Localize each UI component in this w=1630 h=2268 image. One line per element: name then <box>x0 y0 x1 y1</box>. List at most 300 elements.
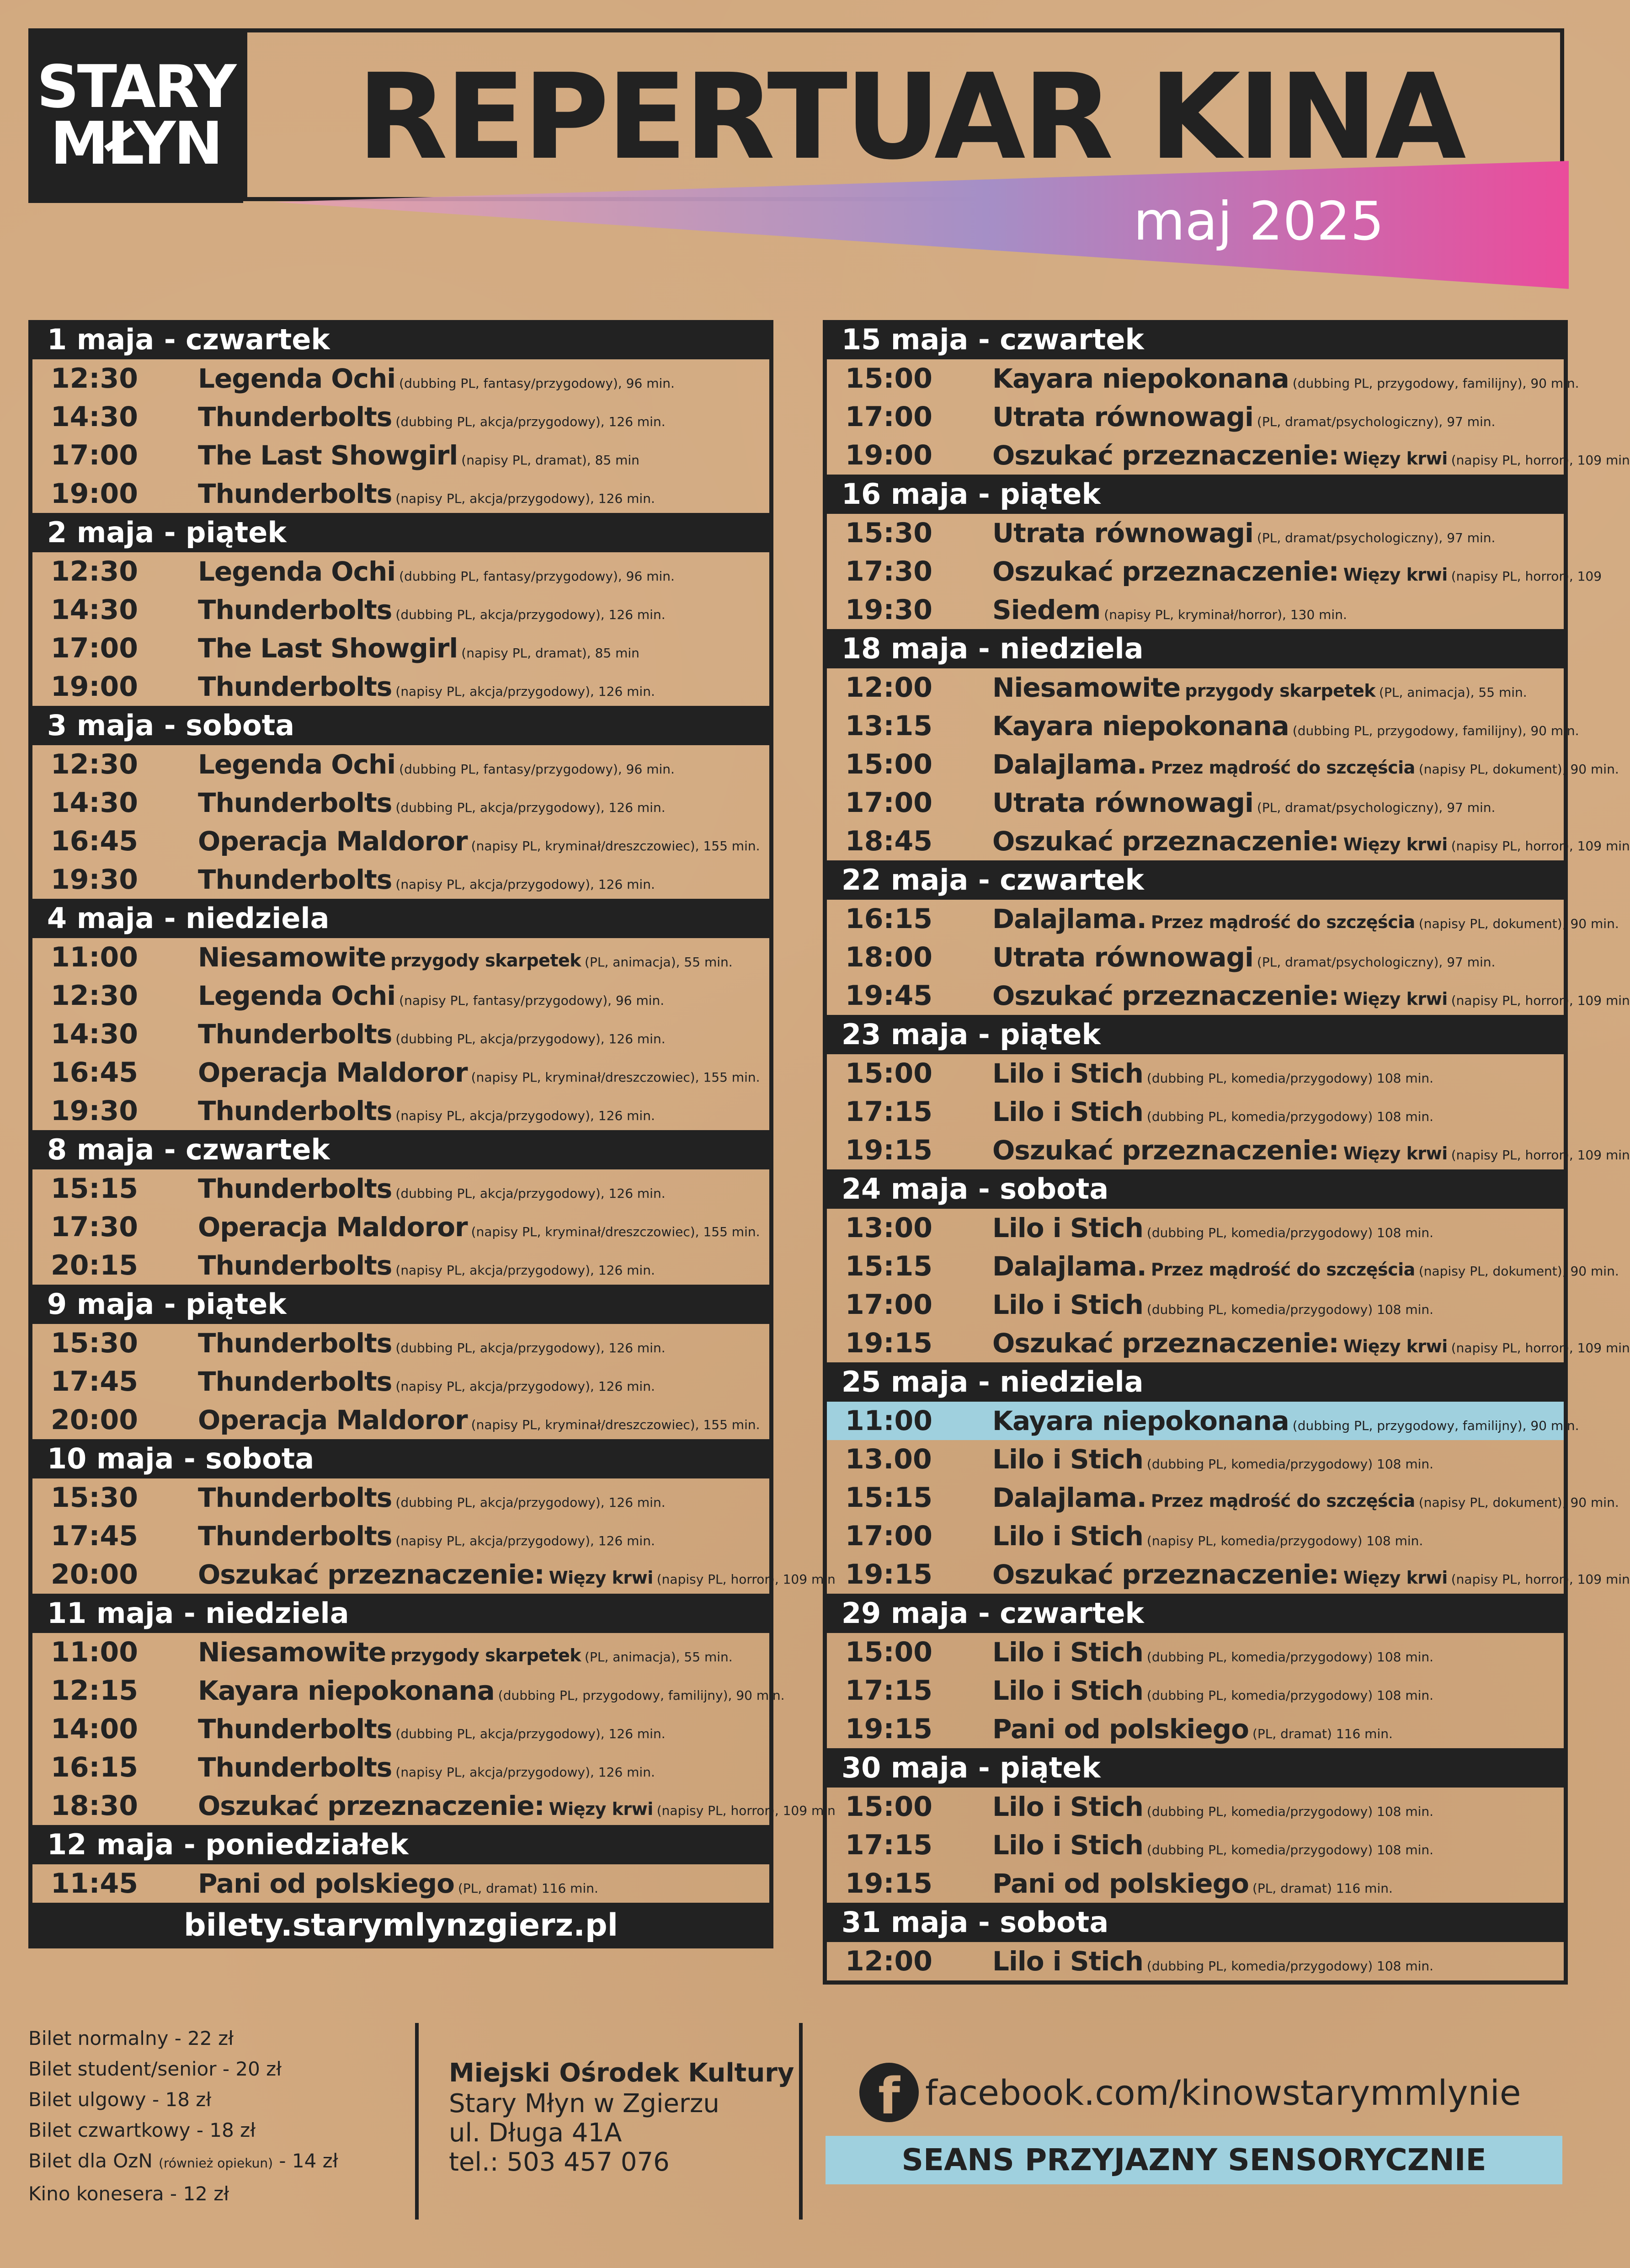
showtime-row <box>32 1710 769 1748</box>
showtime-time: 11:00 <box>845 1405 932 1437</box>
movie-title: Lilo i Stich <box>992 1791 1143 1822</box>
movie-title: Oszukać przeznaczenie: <box>992 556 1339 587</box>
showtime-row <box>827 1826 1564 1864</box>
showtime-time: 17:45 <box>51 1520 138 1552</box>
movie-subtitle: przygody skarpetek <box>1185 681 1376 701</box>
showtime-row <box>32 1092 769 1130</box>
movie-details: (napisy PL, horror), 109 <box>1451 569 1602 584</box>
movie-title: Pani od polskiego <box>992 1868 1249 1899</box>
showtime-time: 20:00 <box>51 1558 138 1590</box>
movie-subtitle: Więzy krwi <box>1343 448 1448 469</box>
showtime-row <box>827 436 1630 475</box>
showtime-time: 17:00 <box>51 632 138 664</box>
showtime-row <box>827 1517 1564 1555</box>
movie-title: The Last Showgirl <box>198 440 458 471</box>
showtime-row <box>827 1286 1564 1324</box>
movie-subtitle: Więzy krwi <box>549 1568 653 1588</box>
day-header: 1 maja - czwartek <box>32 320 769 359</box>
showtime-time: 12:15 <box>51 1675 138 1707</box>
showtime-row <box>32 1246 769 1285</box>
movie-details: (PL, dramat/psychologiczny), 97 min. <box>1257 530 1496 545</box>
movie-title: Utrata równowagi <box>992 401 1253 432</box>
movie-title: Lilo i Stich <box>992 1289 1143 1320</box>
movie-details: (PL, animacja), 55 min. <box>1379 685 1527 700</box>
showtime-time: 12:30 <box>51 363 138 395</box>
movie-details: (PL, dramat) 116 min. <box>1252 1726 1393 1741</box>
movie-details: (dubbing PL, akcja/przygodowy), 126 min. <box>395 1340 666 1355</box>
day-block <box>823 320 1630 475</box>
movie-details: (napisy PL, kryminał/dreszczowiec), 155 min. <box>471 1417 760 1432</box>
showtime-time: 15:00 <box>845 1057 932 1089</box>
day-header: 23 maja - piątek <box>827 1015 1564 1054</box>
movie-details: (PL, dramat/psychologiczny), 97 min. <box>1257 414 1496 429</box>
showtime-row <box>32 667 769 706</box>
showtime-row <box>32 591 769 629</box>
showtime-row <box>827 1324 1630 1362</box>
day-block <box>28 899 773 1130</box>
showtime-time: 13:00 <box>845 1212 932 1244</box>
showtime-row <box>827 591 1564 629</box>
schedule-column-right <box>823 320 1630 1985</box>
showtime-row <box>32 1169 769 1208</box>
showtime-time: 15:00 <box>845 1636 932 1668</box>
movie-title: Kayara niepokonana <box>992 710 1289 742</box>
price-item <box>28 2084 338 2115</box>
showtime-row <box>827 707 1579 745</box>
movie-title: Niesamowite <box>992 672 1181 703</box>
showtime-time: 14:30 <box>51 594 138 626</box>
showtime-row <box>32 1401 769 1439</box>
showtime-time: 19:15 <box>845 1558 932 1590</box>
movie-title: Utrata równowagi <box>992 518 1253 549</box>
showtime-row <box>32 1555 836 1594</box>
movie-details: (PL, animacja), 55 min. <box>585 1649 733 1665</box>
showtime-time: 14:30 <box>51 401 138 433</box>
movie-title: Dalajlama. <box>992 749 1146 780</box>
movie-details: (PL, dramat/psychologiczny), 97 min. <box>1257 800 1496 815</box>
day-block <box>823 1169 1630 1362</box>
showtime-time: 17:45 <box>51 1366 138 1398</box>
day-header: 16 maja - piątek <box>827 475 1564 514</box>
movie-title: Lilo i Stich <box>992 1946 1143 1977</box>
movie-details: (dubbing PL, komedia/przygodowy) 108 min. <box>1146 1457 1434 1472</box>
day-header: 4 maja - niedziela <box>32 899 769 938</box>
showtime-time: 12:30 <box>51 748 138 780</box>
showtime-row <box>827 1440 1564 1478</box>
day-header: 15 maja - czwartek <box>827 320 1564 359</box>
movie-details: (dubbing PL, akcja/przygodowy), 126 min. <box>395 1495 666 1510</box>
showtime-row <box>827 1788 1564 1826</box>
day-block <box>823 1015 1630 1169</box>
showtime-row <box>32 1015 769 1053</box>
price-value: - 14 zł <box>279 2150 338 2172</box>
movie-title: Thunderbolts <box>198 1095 392 1126</box>
showtime-row <box>827 1209 1564 1247</box>
day-header: 9 maja - piątek <box>32 1285 769 1324</box>
movie-details: (napisy PL, horror), 109 min <box>1451 1572 1630 1587</box>
showtime-row <box>827 1864 1564 1903</box>
movie-details: (dubbing PL, fantasy/przygodowy), 96 min. <box>399 569 675 584</box>
movie-details: (dubbing PL, komedia/przygodowy) 108 min. <box>1146 1302 1434 1317</box>
showtime-row <box>32 977 769 1015</box>
movie-details: (napisy PL, kryminał/horror), 130 min. <box>1104 607 1347 622</box>
showtime-time: 17:00 <box>51 439 138 471</box>
showtime-row <box>32 1208 769 1246</box>
movie-title: Thunderbolts <box>198 1328 392 1359</box>
showtime-time: 19:45 <box>845 980 932 1012</box>
day-header: 12 maja - poniedziałek <box>32 1825 769 1864</box>
day-block <box>823 475 1602 629</box>
movie-title: Oszukać przeznaczenie: <box>992 1328 1339 1359</box>
showtime-time: 15:30 <box>51 1482 138 1514</box>
logo-line-2: MŁYN <box>50 110 221 178</box>
showtime-row <box>32 436 769 475</box>
day-block <box>28 1594 836 1825</box>
showtime-time: 14:00 <box>51 1713 138 1745</box>
showtime-row <box>32 1362 769 1401</box>
showtime-time: 19:15 <box>845 1713 932 1745</box>
showtime-row <box>827 1131 1630 1169</box>
movie-details: (dubbing PL, akcja/przygodowy), 126 min. <box>395 1726 666 1741</box>
showtime-row <box>827 900 1619 938</box>
movie-subtitle: Przez mądrość do szczęścia <box>1151 1491 1415 1511</box>
showtime-time: 19:00 <box>845 439 932 471</box>
movie-details: (napisy PL, dokument), 90 min. <box>1418 762 1619 777</box>
movie-title: Dalajlama. <box>992 1251 1146 1282</box>
day-block <box>823 629 1630 860</box>
showtime-time: 13.00 <box>845 1443 932 1475</box>
movie-title: Oszukać przeznaczenie: <box>992 440 1339 471</box>
day-block <box>28 320 773 513</box>
day-block <box>823 860 1630 1015</box>
movie-title: Operacja Maldoror <box>198 1057 468 1088</box>
showtime-row <box>32 398 769 436</box>
movie-title: Thunderbolts <box>198 401 392 432</box>
showtime-row <box>32 1671 785 1710</box>
showtime-row <box>827 1093 1564 1131</box>
movie-details: (napisy PL, horror), 109 min <box>1451 453 1630 468</box>
showtime-time: 17:30 <box>845 555 932 587</box>
showtime-time: 15:00 <box>845 748 932 780</box>
movie-title: Oszukać przeznaczenie: <box>198 1790 544 1821</box>
showtime-row <box>827 359 1579 398</box>
showtime-time: 16:45 <box>51 825 138 857</box>
movie-details: (napisy PL, akcja/przygodowy), 126 min. <box>395 1108 655 1123</box>
movie-details: (dubbing PL, akcja/przygodowy), 126 min. <box>395 607 666 622</box>
showtime-row <box>827 668 1564 707</box>
day-block <box>28 706 773 899</box>
showtime-time: 18:45 <box>845 825 932 857</box>
showtime-row <box>827 1478 1619 1517</box>
tickets-url[interactable]: bilety.starymlynzgierz.pl <box>28 1903 773 1948</box>
movie-title: The Last Showgirl <box>198 633 458 664</box>
showtime-row <box>32 475 769 513</box>
movie-title: Operacja Maldoror <box>198 1211 468 1243</box>
movie-subtitle: Więzy krwi <box>549 1799 653 1819</box>
movie-title: Thunderbolts <box>198 1250 392 1281</box>
page-title: REPERTUAR KINA <box>357 48 1464 186</box>
showtime-time: 19:15 <box>845 1868 932 1900</box>
movie-title: Thunderbolts <box>198 478 392 509</box>
movie-details: (dubbing PL, fantasy/przygodowy), 96 min. <box>399 762 675 777</box>
movie-title: Kayara niepokonana <box>992 363 1289 394</box>
facebook-link[interactable] <box>859 2063 1521 2125</box>
movie-title: Lilo i Stich <box>992 1637 1143 1668</box>
movie-title: Oszukać przeznaczenie: <box>992 826 1339 857</box>
showtime-row <box>32 1864 769 1903</box>
month-label: maj 2025 <box>1133 191 1384 252</box>
showtime-row <box>827 822 1630 860</box>
day-header: 2 maja - piątek <box>32 513 769 552</box>
movie-title: Thunderbolts <box>198 1752 392 1783</box>
organizer-name: Miejski Ośrodek Kultury <box>449 2058 794 2088</box>
showtime-time: 12:00 <box>845 1945 932 1977</box>
movie-title: Legenda Ochi <box>198 980 396 1011</box>
movie-details: (dubbing PL, akcja/przygodowy), 126 min. <box>395 800 666 815</box>
movie-details: (dubbing PL, fantasy/przygodowy), 96 min. <box>399 376 675 391</box>
movie-subtitle: Więzy krwi <box>1343 1568 1448 1588</box>
showtime-row <box>827 398 1564 436</box>
showtime-time: 15:30 <box>845 517 932 549</box>
showtime-time: 16:45 <box>51 1057 138 1089</box>
showtime-time: 17:00 <box>845 1520 932 1552</box>
showtime-time: 14:30 <box>51 787 138 819</box>
showtime-row <box>827 1942 1564 1980</box>
movie-title: Lilo i Stich <box>992 1521 1143 1552</box>
movie-details: (napisy PL, horror), 109 min <box>656 1572 836 1587</box>
movie-subtitle: Przez mądrość do szczęścia <box>1151 912 1415 932</box>
showtime-row <box>32 1053 769 1092</box>
showtime-row <box>827 784 1564 822</box>
price-item <box>28 2115 338 2145</box>
movie-details: (dubbing PL, komedia/przygodowy) 108 min. <box>1146 1071 1434 1086</box>
sensory-legend: SEANS PRZYJAZNY SENSORYCZNIE <box>826 2136 1562 2184</box>
movie-title: Thunderbolts <box>198 671 392 702</box>
showtime-time: 15:00 <box>845 363 932 395</box>
showtime-time: 11:00 <box>51 1636 138 1668</box>
movie-title: Oszukać przeznaczenie: <box>992 1135 1339 1166</box>
showtime-row <box>827 938 1564 977</box>
showtime-time: 19:00 <box>51 671 138 703</box>
day-block <box>823 1594 1568 1748</box>
showtime-time: 17:15 <box>845 1675 932 1707</box>
facebook-url[interactable]: facebook.com/kinowstarymmlynie <box>925 2072 1521 2113</box>
organizer-address: ul. Długa 41A <box>449 2118 622 2148</box>
showtime-time: 20:00 <box>51 1404 138 1436</box>
showtime-row <box>32 1517 769 1555</box>
day-block <box>823 1748 1568 1903</box>
movie-details: (dubbing PL, komedia/przygodowy) 108 min. <box>1146 1842 1434 1857</box>
movie-details: (napisy PL, horror), 109 min <box>1451 838 1630 854</box>
movie-title: Kayara niepokonana <box>198 1675 495 1706</box>
organizer-info <box>449 2057 794 2177</box>
movie-title: Lilo i Stich <box>992 1675 1143 1706</box>
movie-title: Dalajlama. <box>992 903 1146 934</box>
movie-details: (dubbing PL, komedia/przygodowy) 108 min. <box>1146 1225 1434 1240</box>
day-header: 3 maja - sobota <box>32 706 769 745</box>
movie-details: (napisy PL, akcja/przygodowy), 126 min. <box>395 1379 655 1394</box>
day-header: 18 maja - niedziela <box>827 629 1564 668</box>
day-block <box>823 1362 1630 1594</box>
movie-details: (napisy PL, dokument), 90 min. <box>1418 916 1619 931</box>
movie-details: (napisy PL, dramat), 85 min <box>461 453 639 468</box>
day-header: 10 maja - sobota <box>32 1439 769 1478</box>
movie-title: Thunderbolts <box>198 864 392 895</box>
showtime-time: 19:30 <box>51 864 138 896</box>
price-list <box>28 2023 338 2209</box>
price-label: Bilet student/senior - 20 zł <box>28 2058 282 2080</box>
showtime-time: 15:15 <box>51 1173 138 1205</box>
movie-details: (napisy PL, horror), 109 min <box>1451 993 1630 1008</box>
movie-details: (napisy PL, akcja/przygodowy), 126 min. <box>395 684 655 699</box>
day-header: 25 maja - niedziela <box>827 1362 1564 1402</box>
movie-title: Thunderbolts <box>198 1482 392 1513</box>
showtime-row <box>32 359 769 398</box>
movie-title: Lilo i Stich <box>992 1212 1143 1243</box>
movie-details: (PL, dramat) 116 min. <box>458 1881 598 1896</box>
showtime-time: 17:30 <box>51 1211 138 1243</box>
movie-title: Operacja Maldoror <box>198 1404 468 1436</box>
movie-details: (dubbing PL, przygodowy, familijny), 90 min. <box>498 1688 785 1703</box>
divider <box>415 2023 419 2220</box>
movie-details: (napisy PL, fantasy/przygodowy), 96 min. <box>399 993 665 1008</box>
showtime-row <box>32 1324 769 1362</box>
showtime-time: 17:15 <box>845 1096 932 1128</box>
logo-line-1: STARY <box>37 53 235 121</box>
schedule-column-left <box>28 320 836 1985</box>
movie-title: Legenda Ochi <box>198 556 396 587</box>
movie-title: Thunderbolts <box>198 594 392 625</box>
movie-details: (napisy PL, akcja/przygodowy), 126 min. <box>395 877 655 892</box>
movie-title: Lilo i Stich <box>992 1058 1143 1089</box>
movie-details: (dubbing PL, przygodowy, familijny), 90 min. <box>1292 1418 1579 1433</box>
movie-title: Pani od polskiego <box>992 1713 1249 1745</box>
price-label: Bilet dla OzN <box>28 2150 153 2172</box>
showtime-time: 18:30 <box>51 1790 138 1822</box>
movie-details: (napisy PL, horror), 109 min <box>656 1803 836 1818</box>
movie-title: Niesamowite <box>198 942 386 973</box>
showtime-row <box>32 1787 836 1825</box>
movie-title: Kayara niepokonana <box>992 1405 1289 1436</box>
showtime-time: 17:00 <box>845 787 932 819</box>
movie-subtitle: Więzy krwi <box>1343 989 1448 1009</box>
showtime-time: 15:15 <box>845 1482 932 1514</box>
showtime-time: 19:30 <box>51 1095 138 1127</box>
showtime-row <box>827 1054 1564 1093</box>
showtime-time: 16:15 <box>845 903 932 935</box>
showtime-row <box>32 1633 769 1671</box>
movie-subtitle: Więzy krwi <box>1343 565 1448 585</box>
showtime-row <box>827 552 1602 591</box>
showtime-row <box>32 745 769 784</box>
movie-subtitle: przygody skarpetek <box>390 1645 581 1665</box>
movie-details: (dubbing PL, komedia/przygodowy) 108 min. <box>1146 1688 1434 1703</box>
price-label: Bilet czwartkowy - 18 zł <box>28 2119 256 2141</box>
movie-details: (napisy PL, dokument), 90 min. <box>1418 1495 1619 1510</box>
movie-title: Thunderbolts <box>198 1173 392 1204</box>
day-header: 29 maja - czwartek <box>827 1594 1564 1633</box>
showtime-row <box>32 1748 769 1787</box>
movie-details: (dubbing PL, przygodowy, familijny), 90 min. <box>1292 376 1579 391</box>
movie-details: (PL, dramat) 116 min. <box>1252 1881 1393 1896</box>
price-label: Kino konesera - 12 zł <box>28 2183 229 2205</box>
day-header: 11 maja - niedziela <box>32 1594 769 1633</box>
movie-title: Oszukać przeznaczenie: <box>198 1559 544 1590</box>
price-item <box>28 2178 338 2209</box>
movie-details: (dubbing PL, akcja/przygodowy), 126 min. <box>395 1031 666 1046</box>
showtime-time: 15:15 <box>845 1250 932 1282</box>
day-block <box>823 1903 1568 1985</box>
movie-subtitle: przygody skarpetek <box>390 950 581 971</box>
movie-details: (napisy PL, dokument), 90 min. <box>1418 1264 1619 1279</box>
showtime-row <box>827 1633 1564 1671</box>
showtime-time: 15:00 <box>845 1791 932 1823</box>
movie-details: (napisy PL, horror), 109 min <box>1451 1147 1630 1163</box>
movie-details: (napisy PL, kryminał/dreszczowiec), 155 min. <box>471 838 760 854</box>
movie-title: Thunderbolts <box>198 1713 392 1745</box>
divider <box>799 2023 803 2220</box>
movie-title: Legenda Ochi <box>198 363 396 394</box>
showtime-time: 19:30 <box>845 594 932 626</box>
movie-subtitle: Więzy krwi <box>1343 1143 1448 1163</box>
day-header: 22 maja - czwartek <box>827 860 1564 900</box>
showtime-time: 12:30 <box>51 980 138 1012</box>
showtime-time: 12:00 <box>845 672 932 704</box>
day-block <box>28 1130 773 1285</box>
movie-details: (dubbing PL, akcja/przygodowy), 126 min. <box>395 1186 666 1201</box>
movie-details: (PL, dramat/psychologiczny), 97 min. <box>1257 955 1496 970</box>
movie-details: (napisy PL, akcja/przygodowy), 126 min. <box>395 491 655 506</box>
showtime-row <box>827 514 1564 552</box>
day-block <box>28 1825 773 1903</box>
showtime-time: 17:00 <box>845 1289 932 1321</box>
showtime-row <box>32 629 769 667</box>
day-header: 8 maja - czwartek <box>32 1130 769 1169</box>
showtime-time: 20:15 <box>51 1249 138 1281</box>
movie-title: Pani od polskiego <box>198 1868 454 1899</box>
movie-title: Thunderbolts <box>198 1366 392 1397</box>
organizer-place: Stary Młyn w Zgierzu <box>449 2089 719 2119</box>
showtime-row <box>827 1555 1630 1594</box>
movie-details: (dubbing PL, komedia/przygodowy) 108 min. <box>1146 1804 1434 1819</box>
movie-details: (napisy PL, dramat), 85 min <box>461 646 639 661</box>
showtime-time: 19:15 <box>845 1134 932 1166</box>
showtime-time: 11:00 <box>51 941 138 973</box>
showtime-time: 15:30 <box>51 1327 138 1359</box>
movie-details: (napisy PL, kryminał/dreszczowiec), 155 min. <box>471 1224 760 1239</box>
showtime-row <box>32 860 769 899</box>
day-header: 30 maja - piątek <box>827 1748 1564 1788</box>
movie-title: Siedem <box>992 594 1101 625</box>
price-note: (również opiekun) <box>159 2156 273 2171</box>
movie-details: (napisy PL, horror), 109 min <box>1451 1340 1630 1355</box>
day-block <box>28 1439 836 1594</box>
movie-title: Niesamowite <box>198 1637 386 1668</box>
movie-title: Dalajlama. <box>992 1482 1146 1513</box>
movie-title: Lilo i Stich <box>992 1096 1143 1127</box>
day-header: 31 maja - sobota <box>827 1903 1564 1942</box>
movie-details: (dubbing PL, przygodowy, familijny), 90 min. <box>1292 723 1579 738</box>
showtime-row <box>32 1478 769 1517</box>
movie-title: Lilo i Stich <box>992 1830 1143 1861</box>
showtime-row <box>32 938 769 977</box>
movie-details: (dubbing PL, akcja/przygodowy), 126 min. <box>395 414 666 429</box>
movie-title: Utrata równowagi <box>992 942 1253 973</box>
price-item <box>28 2145 338 2178</box>
showtime-row <box>827 1671 1564 1710</box>
movie-title: Lilo i Stich <box>992 1444 1143 1475</box>
showtime-row <box>32 822 769 860</box>
